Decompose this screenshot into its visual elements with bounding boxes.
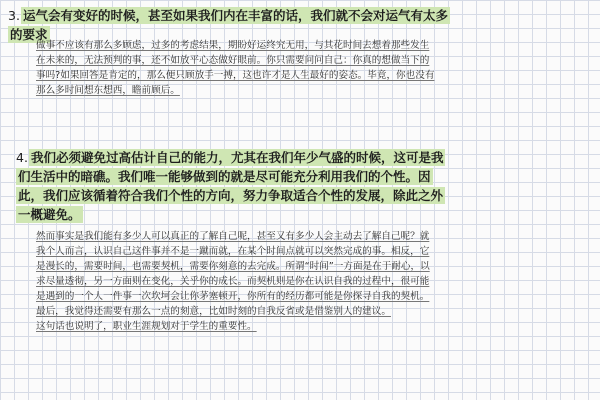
item-3-heading-text: 运气会有变好的时候，甚至如果我们内在丰富的话，我们就不会对运气有太多的要求 — [10, 8, 448, 42]
item-4-body — [36, 229, 438, 334]
item-3-body-text: 做事不应该有那么多顾虑，过多的考虑结果，期盼好运终究无用，与其花时间去想着那些发生在未来的，无法预判的事，还不如放平心态做好眼前。你只需要问问自己：你真的想做当下的事吗?如果回答是肯定的，那么便只顾放手一搏，这也许才是人生最好的姿态。毕竟，你也没有那么多时间想东想西，瞻前顾后。 — [36, 40, 435, 96]
item-4-body-text: 然而事实是我们能有多少人可以真正的了解自己呢，甚至又有多少人会主动去了解自己呢？就我个人而言，认识自己这件事并不是一蹴而就，在某个时间点就可以突然完成的事。相反，它是漫长的，需要时间，也需要契机，需要你刻意的去完成。所谓“时间”一方面是在于耐心，以求尽量透彻，另一方面则在变化，关乎你的成长。而契机则是你在认识自我的过程中，很可能是遇到的一个人一件事一次坎坷会让你茅塞顿开，你所有的经历都可能是你探寻自我的契机。最后，我觉得还需要有那么一点的刻意，比如时刻的自我反省或是借鉴别人的建议。 — [36, 231, 430, 317]
item-4-heading-text: 我们必须避免过高估计自己的能力，尤其在我们年少气盛的时候，这可是我们生活中的暗礁。我们唯一能够做到的就是尽可能充分利用我们的个性。因此，我们应该循着符合我们个性的方向，努力争取适合个性的发展，除此之外一概避免。 — [18, 150, 444, 222]
item-4 — [16, 148, 452, 224]
item-4-heading — [16, 148, 452, 224]
item-4-conclusion: 这句话也说明了，职业生涯规划对于学生的重要性。 — [36, 321, 257, 332]
item-4-number: 4. — [16, 150, 28, 165]
item-3-number: 3. — [8, 8, 20, 23]
item-3-body — [36, 38, 438, 98]
